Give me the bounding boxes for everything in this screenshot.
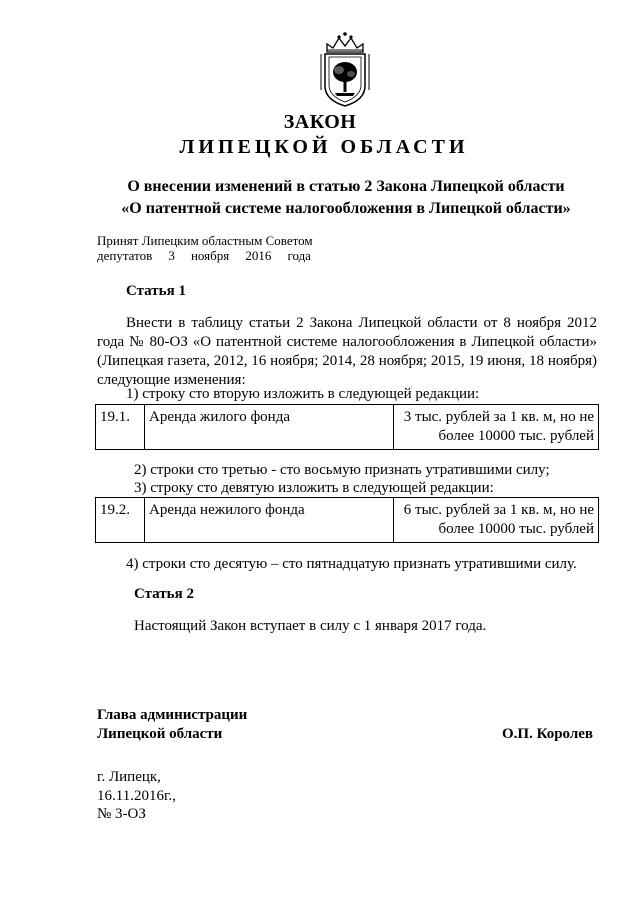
amount-line1: 3 тыс. рублей за 1 кв. м, но не [403, 409, 594, 425]
table-row [96, 405, 599, 450]
article2-heading: Статья 2 [134, 586, 194, 602]
article1-heading: Статья 1 [126, 283, 186, 299]
signature-position-line2: Липецкой области [97, 726, 223, 742]
row-activity: Аренда нежилого фонда [145, 498, 394, 543]
law-subtitle-line1: О внесении изменений в статью 2 Закона Липецкой области [127, 178, 565, 195]
adoption-line2 [97, 248, 311, 264]
amendment-table-1 [95, 404, 599, 450]
row-activity: Аренда жилого фонда [145, 405, 394, 450]
footer-date: 16.11.2016г., [97, 788, 176, 804]
adoption-word: 2016 [245, 248, 272, 263]
amount-line2: более 10000 тыс. рублей [438, 428, 594, 444]
row-amount [394, 405, 599, 450]
amendment-table-2 [95, 497, 599, 543]
article2-text: Настоящий Закон вступает в силу с 1 января 2017 года. [134, 618, 487, 634]
footer-city: г. Липецк, [97, 769, 161, 785]
footer-number: № 3-ОЗ [97, 806, 146, 822]
table-row [96, 498, 599, 543]
lipetsk-coat-of-arms-icon [317, 30, 373, 108]
amount-line2: более 10000 тыс. рублей [438, 521, 594, 537]
signatory-name: О.П. Королев [502, 726, 594, 742]
row-number: 19.1. [96, 405, 145, 450]
adoption-line1: Принят Липецким областным Советом [97, 233, 313, 248]
signature-position-line1: Глава администрации [97, 707, 248, 723]
law-region: ЛИПЕЦКОЙ ОБЛАСТИ [179, 136, 469, 158]
amount-line1: 6 тыс. рублей за 1 кв. м, но не [403, 502, 594, 518]
adoption-word: 3 [168, 248, 175, 263]
row-amount [394, 498, 599, 543]
article1-item4: 4) строки сто десятую – сто пятнадцатую признать утратившими силу. [126, 556, 577, 572]
law-title: ЗАКОН [283, 111, 357, 133]
row-number: 19.2. [96, 498, 145, 543]
article1-item1: 1) строку сто вторую изложить в следующей редакции: [126, 386, 480, 402]
article1-item3: 3) строку сто девятую изложить в следующей редакции: [134, 480, 494, 496]
adoption-word: ноября [190, 248, 230, 263]
law-subtitle-line2: «О патентной системе налогообложения в Липецкой области» [121, 200, 571, 217]
article1-intro: Внести в таблицу статьи 2 Закона Липецкой области от 8 ноября 2012 года № 80-ОЗ «О патентной системе налогообложения в Липецкой области» (Липецкая газета, 2012, 16 ноября; 2014, 28 ноября; 2015, 19 июня, 18 ноября) следующие изменения: [97, 315, 597, 388]
adoption-word: года [287, 248, 311, 263]
adoption-word: депутатов [97, 248, 153, 263]
article1-item2: 2) строки сто третью - сто восьмую признать утратившими силу; [134, 462, 550, 478]
